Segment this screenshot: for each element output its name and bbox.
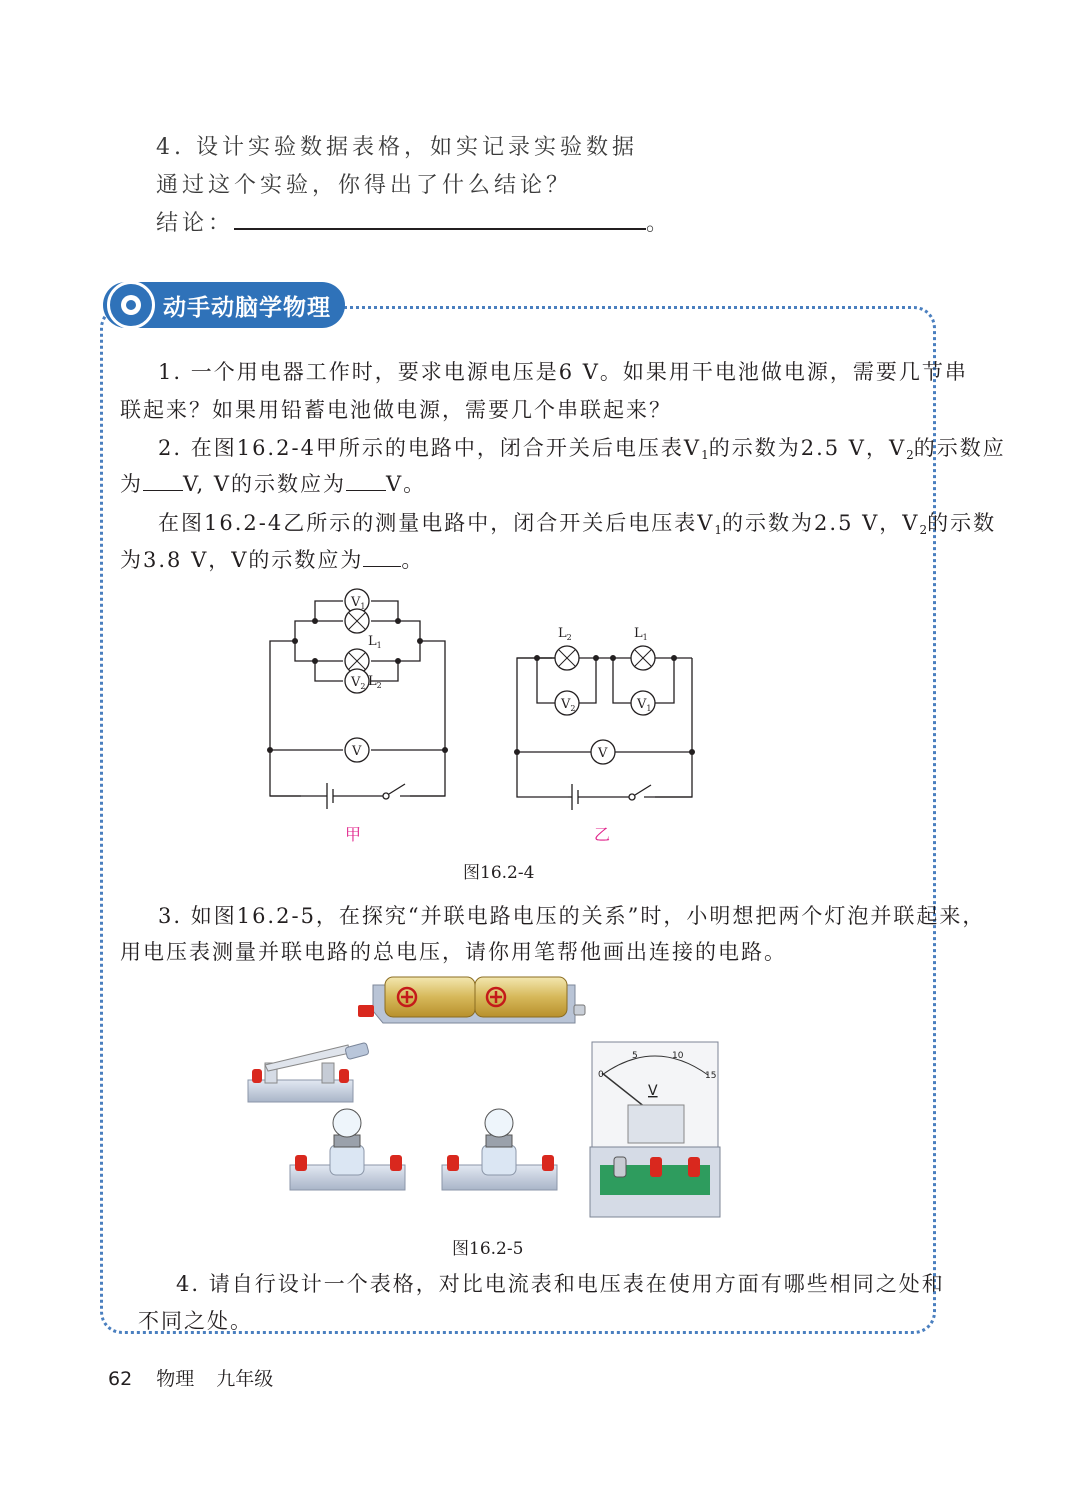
svg-text:L2: $L_2$ xyxy=(368,674,382,690)
q3-line2: 用电压表测量并联电路的总电压，请你用笔帮他画出连接的电路。 xyxy=(120,940,787,964)
circuit-yi xyxy=(517,658,692,810)
svg-text:V2: $V_2$ xyxy=(561,697,576,713)
svg-text:L1: $L_1$ xyxy=(368,634,382,650)
figure-16-2-4-caption: 图16.2-4 xyxy=(463,863,535,883)
q1-line2: 联起来？如果用铅蓄电池做电源，需要几个串联起来？ xyxy=(120,398,672,422)
knife-switch xyxy=(248,1042,369,1102)
badge-ring-dot xyxy=(126,300,136,310)
q4-line2: 不同之处。 xyxy=(138,1309,253,1333)
activity-title: 动手动脑学物理 xyxy=(163,295,331,321)
battery-holder xyxy=(358,977,585,1023)
svg-text:L2: $L_2$ xyxy=(558,626,572,642)
q4-line1: 4. 请自行设计一个表格，对比电流表和电压表在使用方面有哪些相同之处和 xyxy=(176,1272,945,1296)
svg-text:V2: $V_2$ xyxy=(351,675,366,691)
conclusion-end: 。 xyxy=(646,211,673,236)
page-footer xyxy=(108,1364,273,1391)
q2-blank-1[interactable] xyxy=(143,472,183,491)
q2-blank-3[interactable] xyxy=(363,548,401,567)
svg-text:V: V xyxy=(598,746,608,761)
question-4-line2: 通过这个实验，你得出了什么结论？ xyxy=(156,173,573,198)
circuit-diagrams xyxy=(255,585,735,850)
apparatus-illustration xyxy=(240,965,740,1225)
conclusion-row xyxy=(156,206,672,237)
q3-line1: 3. 如图16.2-5，在探究“并联电路电压的关系”时，小明想把两个灯泡并联起来， xyxy=(158,904,986,928)
svg-text:V: V xyxy=(648,1083,658,1099)
voltmeter xyxy=(590,1042,720,1217)
question-4-line1: 4. 设计实验数据表格，如实记录实验数据 xyxy=(156,135,638,160)
svg-text:0: 0 xyxy=(598,1070,604,1080)
q1-line1: 1. 一个用电器工作时，要求电源电压是6 V。如果用干电池做电源，需要几节串 xyxy=(158,360,968,384)
circuit-jia-label: 甲 xyxy=(345,825,362,844)
svg-text:10: 10 xyxy=(672,1051,684,1061)
bulb-2 xyxy=(442,1109,557,1190)
grade: 九年级 xyxy=(216,1368,274,1390)
svg-text:V1: $V_1$ xyxy=(637,697,652,713)
svg-text:V: V xyxy=(352,744,362,759)
page-number: 62 xyxy=(108,1368,133,1390)
q2-blank-2[interactable] xyxy=(346,472,386,491)
figure-16-2-5-caption: 图16.2-5 xyxy=(452,1239,524,1259)
svg-text:L1: $L_1$ xyxy=(634,626,648,642)
svg-text:V1: $V_1$ xyxy=(351,595,366,611)
q2-line3: 在图16.2-4乙所示的测量电路中，闭合开关后电压表$V_1$的示数为2.5 V，$V_2$的示数 xyxy=(158,511,997,537)
subject: 物理 xyxy=(156,1368,195,1390)
circuit-yi-label: 乙 xyxy=(594,825,611,844)
q2-line4: 为3.8 V，V的示数应为 。 xyxy=(120,548,425,572)
q2-line2: 为 V, V的示数应为 V。 xyxy=(120,472,427,496)
svg-text:15: 15 xyxy=(705,1071,717,1081)
svg-text:5: 5 xyxy=(632,1051,638,1061)
conclusion-blank[interactable] xyxy=(234,210,646,230)
conclusion-label: 结论： xyxy=(156,211,235,236)
bulb-1 xyxy=(290,1109,405,1190)
q2-line1: 2. 在图16.2-4甲所示的电路中，闭合开关后电压表$V_1$的示数为2.5 V，$V_2$的示数应 xyxy=(158,436,1006,462)
